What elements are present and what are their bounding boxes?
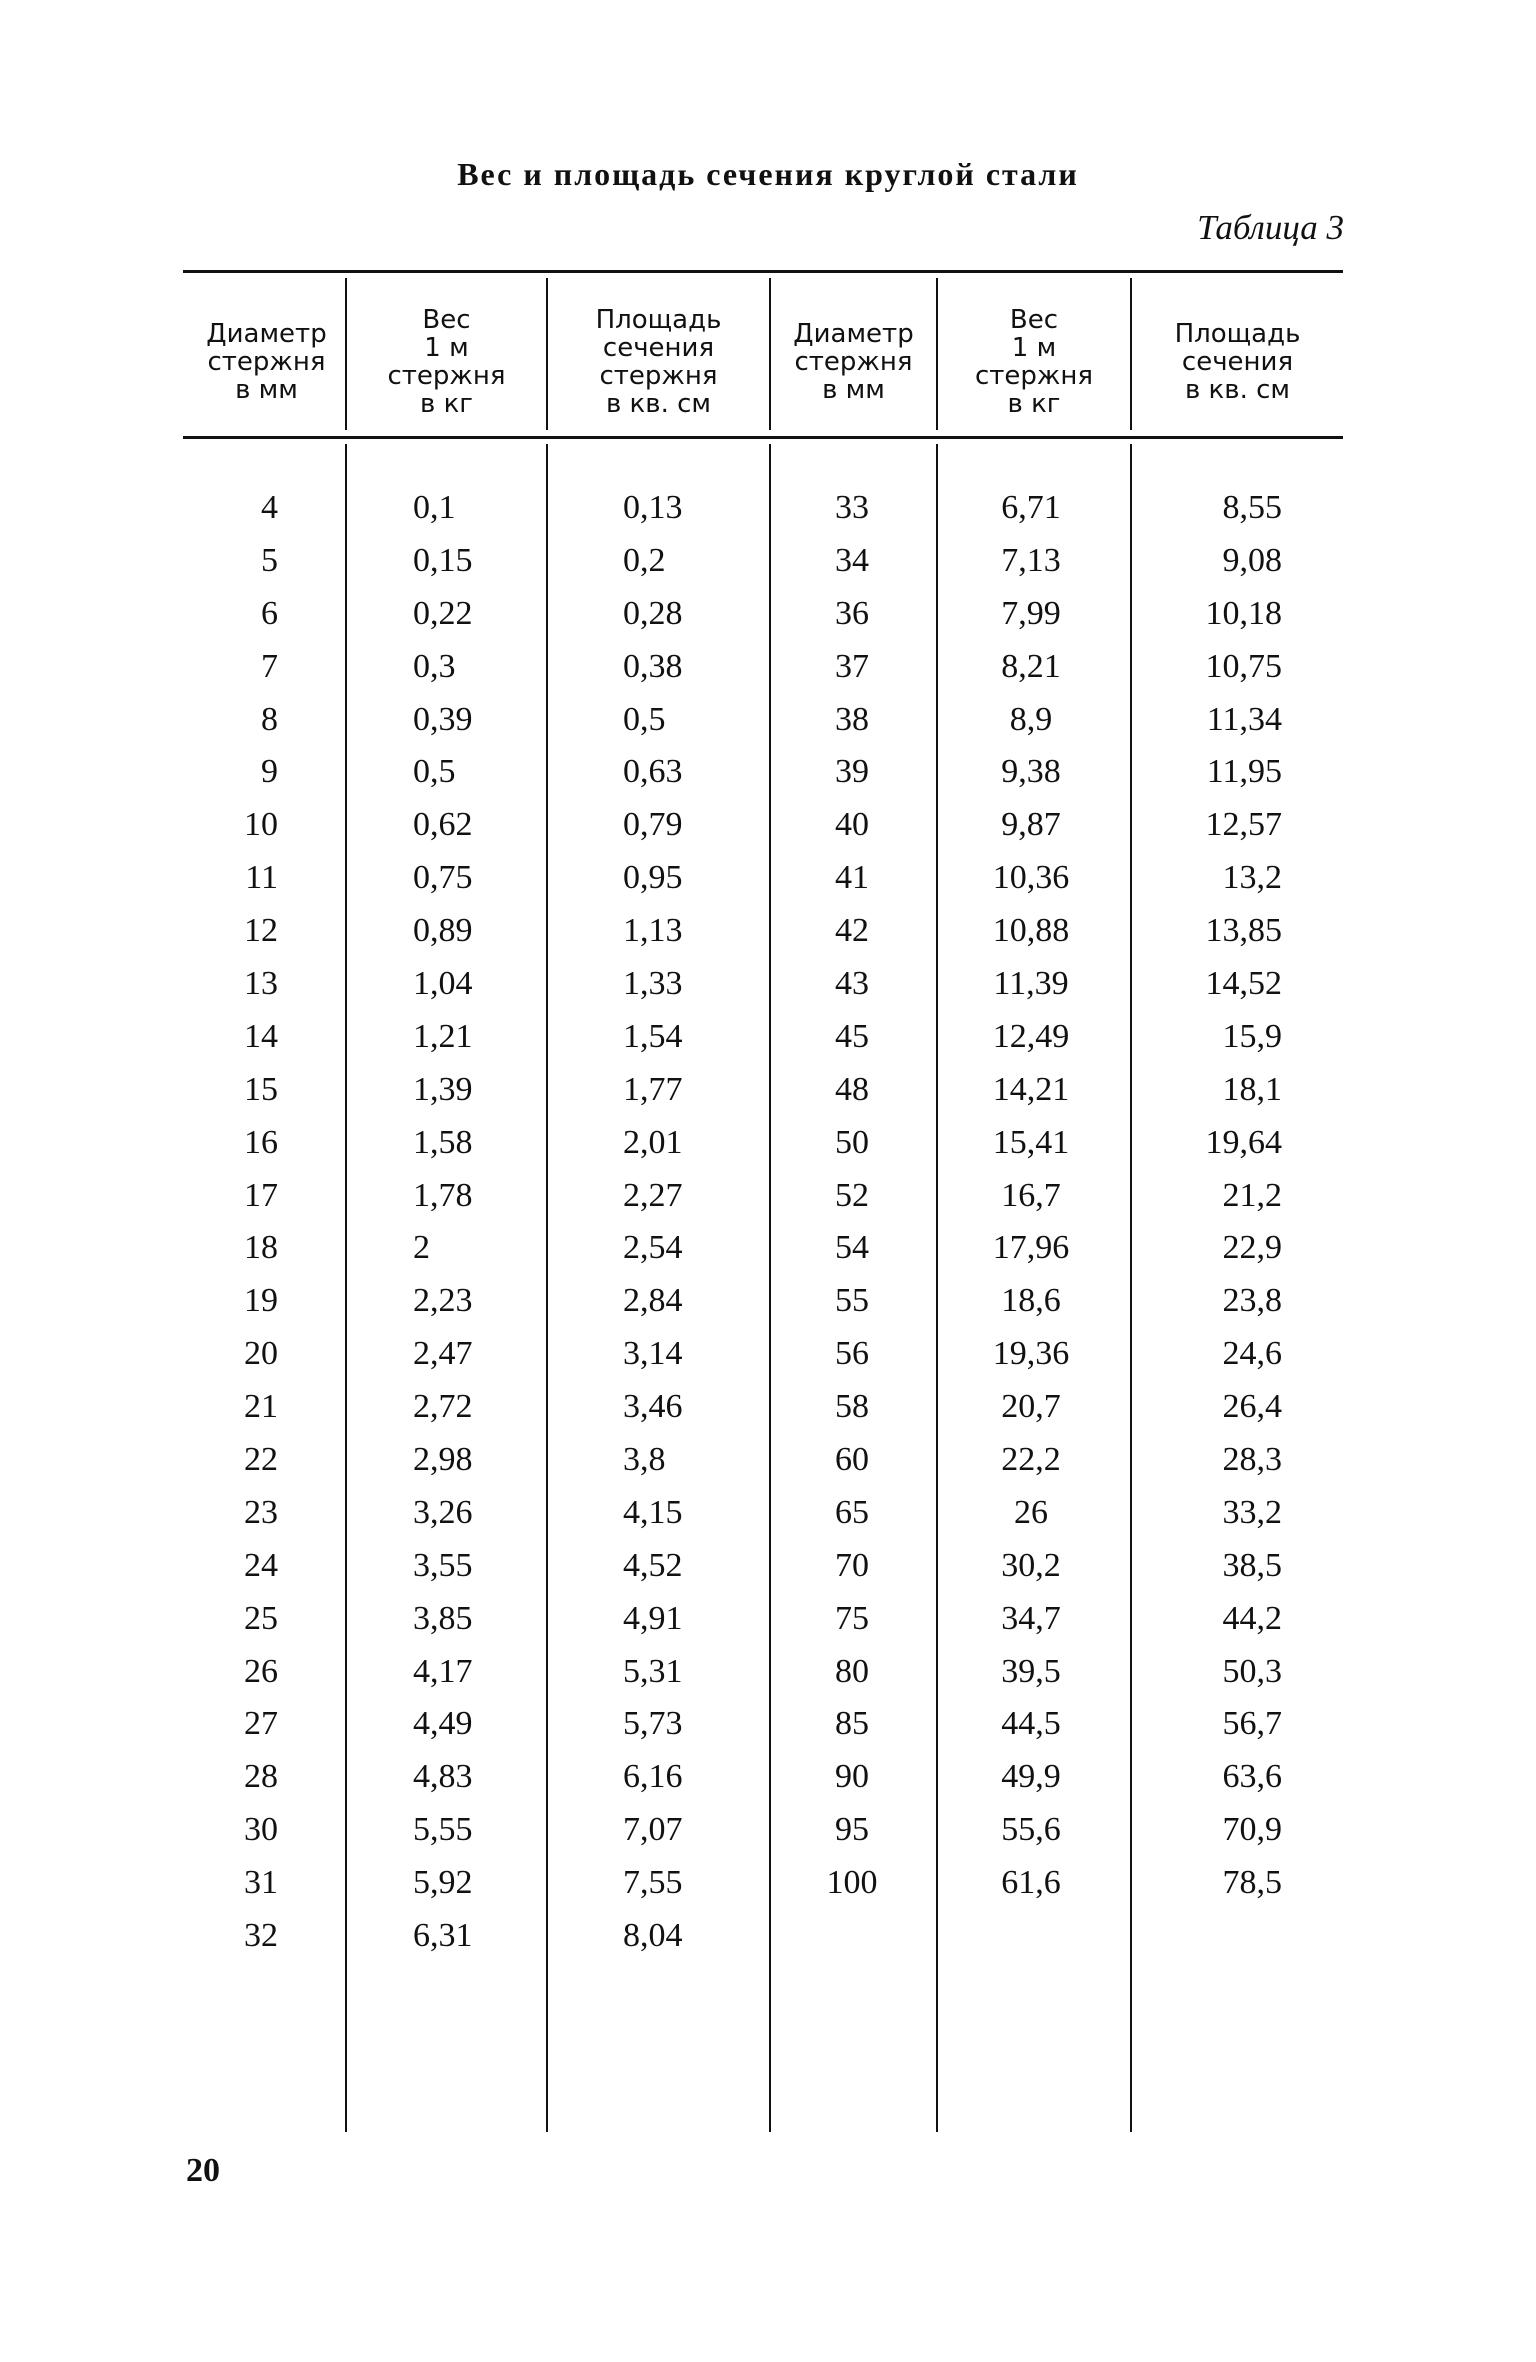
cell-weight-right: 10,88 xyxy=(992,912,1070,950)
cell-area-left: 4,52 xyxy=(623,1546,683,1584)
cell-weight-left: 0,62 xyxy=(413,806,473,844)
table-row xyxy=(0,1381,1536,1434)
cell-area-right: 14,52 xyxy=(1205,965,1282,1003)
cell-weight-right: 16,7 xyxy=(1001,1176,1061,1214)
cell-area-left: 0,95 xyxy=(623,859,683,897)
cell-diameter-left: 23 xyxy=(244,1493,278,1531)
cell-weight-right: 7,13 xyxy=(1001,541,1061,579)
cell-weight-right: 9,87 xyxy=(1001,806,1061,844)
cell-diameter-left: 26 xyxy=(244,1652,278,1690)
table-row xyxy=(0,1698,1536,1751)
cell-weight-right: 26 xyxy=(1014,1493,1048,1531)
cell-area-left: 1,54 xyxy=(623,1017,683,1055)
cell-diameter-left: 30 xyxy=(244,1811,278,1849)
cell-area-right: 12,57 xyxy=(1205,806,1282,844)
cell-weight-left: 1,39 xyxy=(413,1070,473,1108)
cell-diameter-left: 18 xyxy=(244,1229,278,1267)
cell-weight-left: 4,83 xyxy=(413,1758,473,1796)
cell-diameter-right: 56 xyxy=(835,1335,869,1373)
table-body xyxy=(0,482,1536,1963)
cell-weight-right: 18,6 xyxy=(1001,1282,1061,1320)
cell-area-right: 56,7 xyxy=(1222,1705,1282,1743)
table-row xyxy=(0,535,1536,588)
cell-diameter-left: 4 xyxy=(261,489,278,526)
cell-diameter-left: 14 xyxy=(244,1017,278,1055)
cell-area-left: 7,55 xyxy=(623,1864,683,1902)
cell-diameter-right: 36 xyxy=(835,594,869,632)
cell-area-right: 28,3 xyxy=(1222,1441,1282,1479)
cell-area-left: 2,27 xyxy=(623,1176,683,1214)
cell-area-right: 38,5 xyxy=(1222,1546,1282,1584)
cell-diameter-left: 6 xyxy=(261,594,278,632)
table-label: Таблица 3 xyxy=(1197,208,1344,247)
cell-weight-right: 11,39 xyxy=(993,965,1069,1003)
table-row xyxy=(0,641,1536,694)
cell-weight-right: 17,96 xyxy=(992,1229,1070,1267)
cell-weight-left: 0,39 xyxy=(413,700,473,738)
cell-area-left: 1,13 xyxy=(623,912,683,950)
table-row xyxy=(0,1328,1536,1381)
table-row xyxy=(0,746,1536,799)
cell-diameter-left: 15 xyxy=(244,1070,278,1108)
cell-diameter-right: 55 xyxy=(835,1282,869,1320)
table-row xyxy=(0,1434,1536,1487)
cell-area-right: 26,4 xyxy=(1222,1388,1282,1426)
table-top-rule xyxy=(183,270,1343,273)
cell-weight-right: 30,2 xyxy=(1001,1546,1061,1584)
cell-area-left: 1,33 xyxy=(623,965,683,1003)
cell-area-left: 0,28 xyxy=(623,594,683,632)
cell-area-left: 5,73 xyxy=(623,1705,683,1743)
cell-area-left: 3,8 xyxy=(623,1441,666,1479)
cell-area-left: 4,15 xyxy=(623,1493,683,1531)
table-header-rule xyxy=(183,436,1343,439)
cell-weight-left: 2,98 xyxy=(413,1441,473,1479)
table-row xyxy=(0,1804,1536,1857)
cell-weight-right: 8,21 xyxy=(1001,647,1061,685)
cell-area-right: 19,64 xyxy=(1205,1123,1282,1161)
cell-diameter-right: 60 xyxy=(835,1441,869,1479)
cell-area-right: 21,2 xyxy=(1222,1176,1282,1214)
cell-weight-right: 12,49 xyxy=(992,1017,1070,1055)
cell-weight-left: 1,78 xyxy=(413,1176,473,1214)
cell-weight-left: 1,21 xyxy=(413,1017,473,1055)
cell-weight-left: 0,75 xyxy=(413,859,473,897)
cell-weight-left: 5,55 xyxy=(413,1811,473,1849)
cell-area-left: 2,84 xyxy=(623,1282,683,1320)
cell-area-right: 11,95 xyxy=(1206,753,1282,791)
cell-weight-left: 2 xyxy=(413,1229,430,1267)
cell-area-left: 0,63 xyxy=(623,753,683,791)
cell-diameter-left: 8 xyxy=(261,700,278,738)
cell-diameter-left: 22 xyxy=(244,1441,278,1479)
cell-diameter-left: 32 xyxy=(244,1917,278,1955)
header-area-right: Площадь сечения в кв. см xyxy=(1174,319,1301,405)
cell-weight-left: 0,1 xyxy=(413,489,456,526)
cell-weight-left: 4,49 xyxy=(413,1705,473,1743)
cell-diameter-left: 10 xyxy=(244,806,278,844)
page-title: Вес и площадь сечения круглой стали xyxy=(457,156,1079,192)
cell-diameter-left: 11 xyxy=(245,859,278,897)
cell-weight-left: 1,04 xyxy=(413,965,473,1003)
table-row xyxy=(0,1487,1536,1540)
cell-diameter-right: 33 xyxy=(835,489,869,526)
cell-area-left: 4,91 xyxy=(623,1599,683,1637)
cell-area-left: 0,5 xyxy=(623,700,666,738)
cell-area-left: 0,13 xyxy=(623,489,683,526)
table-row xyxy=(0,799,1536,852)
cell-weight-left: 0,3 xyxy=(413,647,456,685)
cell-weight-right: 14,21 xyxy=(992,1070,1070,1108)
cell-weight-left: 2,47 xyxy=(413,1335,473,1373)
cell-area-right: 33,2 xyxy=(1222,1493,1282,1531)
table-row xyxy=(0,958,1536,1011)
cell-weight-right: 6,71 xyxy=(1001,489,1061,526)
cell-weight-left: 0,15 xyxy=(413,541,473,579)
cell-area-left: 2,54 xyxy=(623,1229,683,1267)
header-diameter-left: Диаметр стержня в мм xyxy=(206,319,327,405)
cell-weight-right: 9,38 xyxy=(1001,753,1061,791)
cell-diameter-left: 24 xyxy=(244,1546,278,1584)
cell-weight-right: 8,9 xyxy=(1009,700,1053,738)
cell-weight-right: 10,36 xyxy=(992,859,1070,897)
cell-diameter-right: 42 xyxy=(835,912,869,950)
cell-diameter-left: 17 xyxy=(244,1176,278,1214)
cell-area-left: 3,46 xyxy=(623,1388,683,1426)
cell-diameter-right: 100 xyxy=(826,1864,878,1902)
cell-diameter-right: 52 xyxy=(835,1176,869,1214)
table-row xyxy=(0,1646,1536,1699)
cell-diameter-right: 70 xyxy=(835,1546,869,1584)
cell-area-right: 18,1 xyxy=(1222,1070,1282,1108)
cell-diameter-left: 19 xyxy=(244,1282,278,1320)
cell-diameter-left: 7 xyxy=(261,647,278,685)
cell-area-right: 50,3 xyxy=(1222,1652,1282,1690)
cell-weight-right: 55,6 xyxy=(1001,1811,1061,1849)
cell-area-right: 23,8 xyxy=(1222,1282,1282,1320)
cell-diameter-right: 75 xyxy=(835,1599,869,1637)
cell-area-right: 63,6 xyxy=(1222,1758,1282,1796)
cell-diameter-left: 16 xyxy=(244,1123,278,1161)
cell-diameter-left: 31 xyxy=(244,1864,278,1902)
cell-area-right: 44,2 xyxy=(1222,1599,1282,1637)
table-row xyxy=(0,1540,1536,1593)
header-area-left: Площадь сечения стержня в кв. см xyxy=(595,305,722,419)
cell-weight-left: 5,92 xyxy=(413,1864,473,1902)
cell-weight-right: 39,5 xyxy=(1001,1652,1061,1690)
cell-area-right: 9,08 xyxy=(1222,541,1282,579)
cell-diameter-right: 43 xyxy=(835,965,869,1003)
cell-weight-left: 3,55 xyxy=(413,1546,473,1584)
cell-diameter-left: 12 xyxy=(244,912,278,950)
cell-area-right: 78,5 xyxy=(1222,1864,1282,1902)
cell-weight-left: 0,89 xyxy=(413,912,473,950)
cell-weight-right: 7,99 xyxy=(1001,594,1061,632)
table-row xyxy=(0,1910,1536,1963)
table-row xyxy=(0,1275,1536,1328)
cell-weight-left: 4,17 xyxy=(413,1652,473,1690)
cell-diameter-right: 58 xyxy=(835,1388,869,1426)
cell-area-left: 6,16 xyxy=(623,1758,683,1796)
cell-weight-left: 3,26 xyxy=(413,1493,473,1531)
cell-weight-right: 44,5 xyxy=(1001,1705,1061,1743)
table-row xyxy=(0,1117,1536,1170)
cell-diameter-right: 41 xyxy=(835,859,869,897)
cell-diameter-left: 27 xyxy=(244,1705,278,1743)
cell-weight-left: 3,85 xyxy=(413,1599,473,1637)
cell-area-right: 70,9 xyxy=(1222,1811,1282,1849)
cell-weight-right: 34,7 xyxy=(1001,1599,1061,1637)
cell-diameter-right: 40 xyxy=(835,806,869,844)
table-row xyxy=(0,694,1536,747)
cell-area-left: 0,2 xyxy=(623,541,666,579)
table-row xyxy=(0,588,1536,641)
cell-weight-left: 2,23 xyxy=(413,1282,473,1320)
page-number: 20 xyxy=(186,2152,220,2189)
cell-weight-right: 15,41 xyxy=(992,1123,1070,1161)
cell-area-right: 13,85 xyxy=(1205,912,1282,950)
cell-diameter-right: 85 xyxy=(835,1705,869,1743)
cell-area-right: 11,34 xyxy=(1206,700,1282,738)
cell-diameter-right: 39 xyxy=(835,753,869,791)
cell-weight-left: 1,58 xyxy=(413,1123,473,1161)
cell-area-right: 15,9 xyxy=(1222,1017,1282,1055)
cell-weight-left: 6,31 xyxy=(413,1917,473,1955)
cell-diameter-right: 37 xyxy=(835,647,869,685)
cell-area-left: 8,04 xyxy=(623,1917,683,1955)
table-row xyxy=(0,1170,1536,1223)
cell-diameter-right: 34 xyxy=(835,541,869,579)
cell-area-left: 5,31 xyxy=(623,1652,683,1690)
cell-weight-right: 19,36 xyxy=(992,1335,1070,1373)
cell-area-left: 0,79 xyxy=(623,806,683,844)
cell-weight-right: 61,6 xyxy=(1001,1864,1061,1902)
cell-area-left: 0,38 xyxy=(623,647,683,685)
cell-area-left: 7,07 xyxy=(623,1811,683,1849)
cell-diameter-right: 45 xyxy=(835,1017,869,1055)
cell-area-right: 8,55 xyxy=(1222,489,1282,526)
cell-weight-left: 2,72 xyxy=(413,1388,473,1426)
cell-area-left: 3,14 xyxy=(623,1335,683,1373)
cell-diameter-left: 28 xyxy=(244,1758,278,1796)
cell-area-right: 24,6 xyxy=(1222,1335,1282,1373)
table-row xyxy=(0,1064,1536,1117)
cell-weight-right: 22,2 xyxy=(1001,1441,1061,1479)
table-row xyxy=(0,1222,1536,1275)
cell-diameter-left: 21 xyxy=(244,1388,278,1426)
cell-area-left: 2,01 xyxy=(623,1123,683,1161)
cell-diameter-left: 5 xyxy=(261,541,278,579)
cell-area-right: 13,2 xyxy=(1222,859,1282,897)
cell-diameter-right: 54 xyxy=(835,1229,869,1267)
cell-area-right: 10,18 xyxy=(1205,594,1282,632)
cell-weight-left: 0,5 xyxy=(413,753,456,791)
cell-diameter-left: 13 xyxy=(244,965,278,1003)
cell-area-right: 22,9 xyxy=(1222,1229,1282,1267)
cell-diameter-right: 90 xyxy=(835,1758,869,1796)
cell-diameter-left: 9 xyxy=(261,753,278,791)
cell-diameter-right: 65 xyxy=(835,1493,869,1531)
table-row xyxy=(0,905,1536,958)
cell-weight-left: 0,22 xyxy=(413,594,473,632)
table-row xyxy=(0,482,1536,535)
cell-diameter-right: 80 xyxy=(835,1652,869,1690)
table-row xyxy=(0,1593,1536,1646)
cell-weight-right: 49,9 xyxy=(1001,1758,1061,1796)
table-row xyxy=(0,1857,1536,1910)
cell-diameter-right: 48 xyxy=(835,1070,869,1108)
cell-area-left: 1,77 xyxy=(623,1070,683,1108)
cell-area-right: 10,75 xyxy=(1205,647,1282,685)
table-row xyxy=(0,852,1536,905)
cell-diameter-left: 20 xyxy=(244,1335,278,1373)
cell-diameter-right: 38 xyxy=(835,700,869,738)
cell-diameter-right: 50 xyxy=(835,1123,869,1161)
cell-diameter-left: 25 xyxy=(244,1599,278,1637)
header-diameter-right: Диаметр стержня в мм xyxy=(793,319,914,405)
cell-weight-right: 20,7 xyxy=(1001,1388,1061,1426)
header-weight-right: Вес 1 м стержня в кг xyxy=(974,305,1093,419)
table-row xyxy=(0,1011,1536,1064)
table-row xyxy=(0,1751,1536,1804)
header-weight-left: Вес 1 м стержня в кг xyxy=(387,305,506,419)
cell-diameter-right: 95 xyxy=(835,1811,869,1849)
